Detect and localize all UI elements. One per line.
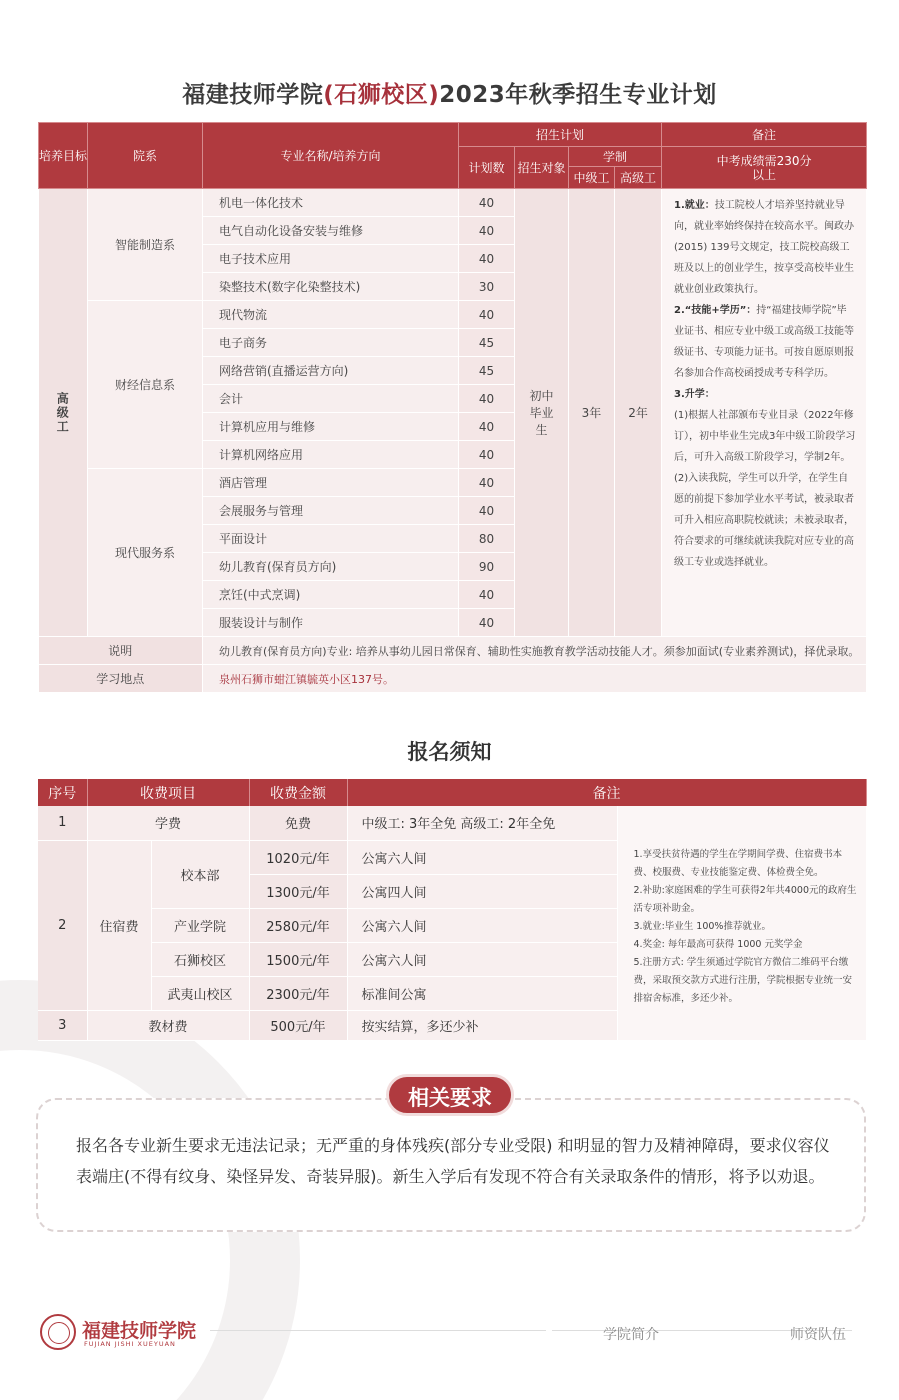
footer	[0, 1306, 899, 1366]
title-campus: (石狮校区)	[323, 82, 440, 108]
room-type: 公寓六人间	[347, 942, 617, 976]
logo-text-en: FUJIAN JISHI XUEYUAN	[84, 1340, 176, 1348]
goal-cell: 高级工	[39, 189, 88, 637]
quota-cell: 90	[459, 553, 515, 581]
fee-no: 1	[38, 806, 87, 840]
remark-employment: 1.就业：技工院校人才培养坚持就业导向，就业率始终保持在较高水平。闽政办(2015) 139号文规定，技工院校高级工班及以上的创业学生，按享受高校毕业生就业创业政策执行。	[674, 200, 855, 295]
major-name: 平面设计	[203, 525, 459, 553]
major-name: 会展服务与管理	[203, 497, 459, 525]
remark-further-study-a: (1)根据人社部颁布专业目录（2022年修订），初中毕业生完成3年中级工阶段学习后，可升入高级工阶段学习，学制2年。	[674, 410, 856, 463]
remark-skill-degree: 2.“技能+学历”：持“福建技师学院”毕业证书、相应专业中级工或高级工技能等级证书、专项能力证书。可按自愿原则报名参加合作高校函授成考专科学历。	[674, 305, 855, 379]
major-name: 酒店管理	[203, 469, 459, 497]
location-label: 学习地点	[39, 665, 203, 693]
room-type: 公寓四人间	[347, 874, 617, 908]
fee-header-remark: 备注	[347, 779, 866, 806]
fee-no: 3	[38, 1010, 87, 1040]
location-text: 泉州石狮市蚶江镇毓英小区137号。	[203, 665, 867, 693]
quota-cell: 40	[459, 385, 515, 413]
fee-note: 3.就业:毕业生 100%推荐就业。	[633, 921, 771, 932]
fee-amount: 500元/年	[249, 1010, 347, 1040]
major-name: 幼儿教育(保育员方向)	[203, 553, 459, 581]
campus-cell: 武夷山校区	[151, 976, 249, 1010]
school-seal-icon	[40, 1314, 76, 1350]
explain-text: 幼儿教育(保育员方向)专业: 培养从事幼儿园日常保育、辅助性实施教育教学活动技能人才。须参加面试(专业素养测试)，择优录取。	[203, 637, 867, 665]
campus-cell: 石狮校区	[151, 942, 249, 976]
enrollment-plan-table	[38, 122, 867, 693]
room-type: 公寓六人间	[347, 908, 617, 942]
fee-amount: 1300元/年	[249, 874, 347, 908]
quota-cell: 80	[459, 525, 515, 553]
page-title	[0, 76, 899, 109]
fees-title: 报名须知	[407, 740, 492, 764]
nav-link-about[interactable]: 学院简介	[603, 1327, 659, 1343]
major-name: 电子技术应用	[203, 245, 459, 273]
quota-cell: 40	[459, 497, 515, 525]
room-type: 标准间公寓	[347, 976, 617, 1010]
fee-no: 2	[38, 840, 87, 1010]
fee-remark: 按实结算，多还少补	[347, 1010, 617, 1040]
major-name: 计算机网络应用	[203, 441, 459, 469]
fees-table	[38, 779, 867, 1041]
header-score: 中考成绩需230分以上	[662, 147, 867, 189]
requirements-badge: 相关要求	[386, 1074, 514, 1116]
major-name: 网络营销(直播运营方向)	[203, 357, 459, 385]
fee-note: 1.享受扶贫待遇的学生在学期间学费、住宿费书本费、校服费、专业技能鉴定费、体检费全免。	[633, 849, 843, 878]
major-name: 烹饪(中式烹调)	[203, 581, 459, 609]
fee-item: 教材费	[87, 1010, 249, 1040]
fee-amount: 2300元/年	[249, 976, 347, 1010]
header-major: 专业名称/培养方向	[203, 123, 459, 189]
header-quota: 计划数	[459, 147, 515, 189]
dept-cell: 现代服务系	[88, 469, 203, 637]
fee-amount: 1500元/年	[249, 942, 347, 976]
fee-amount: 2580元/年	[249, 908, 347, 942]
header-dept: 院系	[88, 123, 203, 189]
major-name: 电气自动化设备安装与维修	[203, 217, 459, 245]
campus-cell: 产业学院	[151, 908, 249, 942]
quota-cell: 40	[459, 217, 515, 245]
quota-cell: 30	[459, 273, 515, 301]
fee-note: 5.注册方式: 学生须通过学院官方微信二维码平台缴费，采取预交款方式进行注册，学院根据专业统一安排宿舍标准，多还少补。	[633, 957, 853, 1004]
dept-cell: 智能制造系	[88, 189, 203, 301]
header-high: 高级工	[615, 167, 662, 189]
major-name: 现代物流	[203, 301, 459, 329]
quota-cell: 40	[459, 469, 515, 497]
nav-link-faculty[interactable]: 师资队伍	[790, 1327, 846, 1343]
quota-cell: 45	[459, 357, 515, 385]
major-name: 服装设计与制作	[203, 609, 459, 637]
quota-cell: 40	[459, 609, 515, 637]
fee-note: 4.奖金: 每年最高可获得 1000 元奖学金	[633, 939, 803, 950]
remark-cell	[662, 189, 867, 637]
quota-cell: 40	[459, 413, 515, 441]
title-prefix: 福建技师学院	[182, 82, 324, 108]
fee-item: 学费	[87, 806, 249, 840]
target-cell: 初中毕业生	[515, 189, 569, 637]
major-name: 染整技术(数字化染整技术)	[203, 273, 459, 301]
campus-cell: 校本部	[151, 840, 249, 908]
header-target: 招生对象	[515, 147, 569, 189]
title-suffix: 2023年秋季招生专业计划	[439, 82, 717, 108]
major-name: 电子商务	[203, 329, 459, 357]
fee-item: 住宿费	[87, 840, 151, 1010]
footer-divider	[210, 1330, 546, 1331]
quota-cell: 45	[459, 329, 515, 357]
fee-header-no: 序号	[38, 779, 87, 806]
mid-duration-cell: 3年	[569, 189, 615, 637]
remark-further-study-b: (2)入读我院，学生可以升学，在学生自愿的前提下参加学业水平考试，被录取者可升入相应高职院校就读；未被录取者，符合要求的可继续就读我院对应专业的高级工专业或选择就业。	[674, 473, 855, 568]
header-mid: 中级工	[569, 167, 615, 189]
requirements-text: 报名各专业新生要求无违法记录；无严重的身体残疾(部分专业受限) 和明显的智力及精神障碍，要求仪容仪表端庄(不得有纹身、染怪异发、奇装异服)。新生入学后有发现不符合有关录取条件的情形，将予以劝退。	[76, 1136, 830, 1186]
fee-remark: 中级工: 3年全免 高级工: 2年全免	[347, 806, 617, 840]
quota-cell: 40	[459, 441, 515, 469]
header-remark: 备注	[662, 123, 867, 147]
major-name: 计算机应用与维修	[203, 413, 459, 441]
fee-amount: 免费	[249, 806, 347, 840]
dept-cell: 财经信息系	[88, 301, 203, 469]
explain-label: 说明	[39, 637, 203, 665]
fee-notes	[617, 806, 866, 1040]
header-goal: 培养目标	[39, 123, 88, 189]
fee-header-amount: 收费金额	[249, 779, 347, 806]
remark-further-study: 3.升学：	[674, 389, 715, 400]
quota-cell: 40	[459, 581, 515, 609]
quota-cell: 40	[459, 189, 515, 217]
fee-amount: 1020元/年	[249, 840, 347, 874]
fee-header-item: 收费项目	[87, 779, 249, 806]
logo-text-cn: 福建技师学院	[82, 1320, 197, 1342]
header-plan-group: 招生计划	[459, 123, 662, 147]
quota-cell: 40	[459, 301, 515, 329]
high-duration-cell: 2年	[615, 189, 662, 637]
major-name: 会计	[203, 385, 459, 413]
fee-note: 2.补助:家庭困难的学生可获得2年共4000元的政府生活专项补助金。	[633, 885, 857, 914]
major-name: 机电一体化技术	[203, 189, 459, 217]
header-duration: 学制	[569, 147, 662, 167]
quota-cell: 40	[459, 245, 515, 273]
room-type: 公寓六人间	[347, 840, 617, 874]
